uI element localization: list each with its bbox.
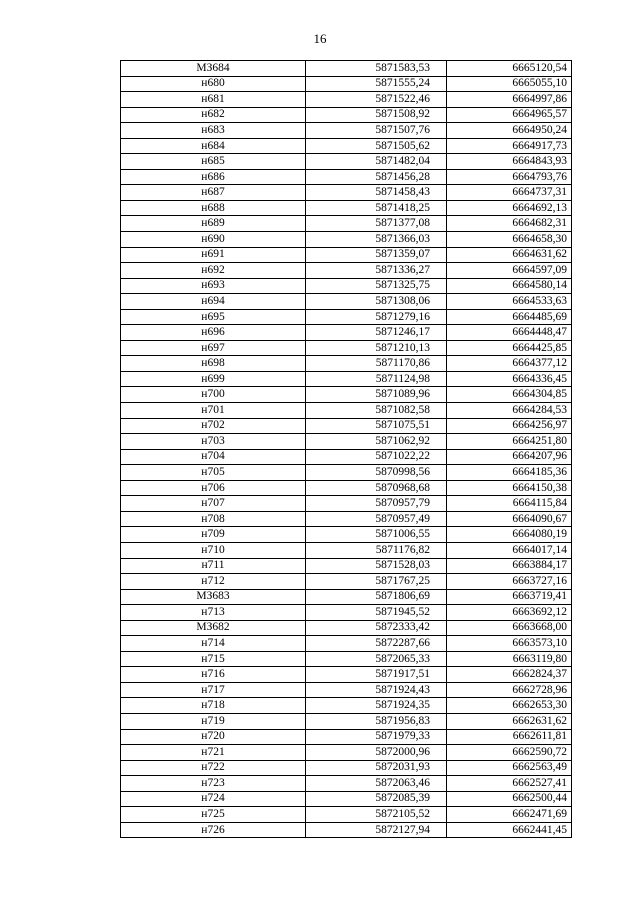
- x-coordinate-cell: 5872085,39: [306, 791, 447, 807]
- x-coordinate-cell: 5872127,94: [306, 822, 447, 838]
- point-id-cell: н711: [121, 558, 306, 574]
- x-coordinate-cell: 5871505,62: [306, 138, 447, 154]
- point-id-cell: н682: [121, 107, 306, 123]
- y-coordinate-cell: 6664580,14: [447, 278, 572, 294]
- x-coordinate-cell: 5871528,03: [306, 558, 447, 574]
- table-row: [121, 589, 572, 605]
- x-coordinate-cell: 5871176,82: [306, 542, 447, 558]
- x-coordinate-cell: 5872287,66: [306, 636, 447, 652]
- y-coordinate-cell: 6662500,44: [447, 791, 572, 807]
- y-coordinate-cell: 6662471,69: [447, 807, 572, 823]
- table-row: [121, 605, 572, 621]
- x-coordinate-cell: 5872031,93: [306, 760, 447, 776]
- x-coordinate-cell: 5871062,92: [306, 434, 447, 450]
- y-coordinate-cell: 6664737,31: [447, 185, 572, 201]
- table-row: [121, 791, 572, 807]
- point-id-cell: н713: [121, 605, 306, 621]
- table-row: [121, 92, 572, 108]
- x-coordinate-cell: 5871325,75: [306, 278, 447, 294]
- point-id-cell: н724: [121, 791, 306, 807]
- y-coordinate-cell: 6663727,16: [447, 574, 572, 590]
- x-coordinate-cell: 5871308,06: [306, 294, 447, 310]
- table-row: [121, 527, 572, 543]
- y-coordinate-cell: 6664793,76: [447, 169, 572, 185]
- point-id-cell: н693: [121, 278, 306, 294]
- point-id-cell: МЗ683: [121, 589, 306, 605]
- y-coordinate-cell: 6664284,53: [447, 403, 572, 419]
- x-coordinate-cell: 5871522,46: [306, 92, 447, 108]
- point-id-cell: н685: [121, 154, 306, 170]
- y-coordinate-cell: 6664425,85: [447, 340, 572, 356]
- table-row: [121, 107, 572, 123]
- page-number: 16: [313, 31, 327, 46]
- table-row: [121, 76, 572, 92]
- table-row: [121, 169, 572, 185]
- point-id-cell: н680: [121, 76, 306, 92]
- x-coordinate-cell: 5871508,92: [306, 107, 447, 123]
- point-id-cell: н726: [121, 822, 306, 838]
- y-coordinate-cell: 6664631,62: [447, 247, 572, 263]
- x-coordinate-cell: 5872063,46: [306, 776, 447, 792]
- point-id-cell: н699: [121, 371, 306, 387]
- x-coordinate-cell: 5871022,22: [306, 449, 447, 465]
- table-row: [121, 558, 572, 574]
- point-id-cell: МЗ682: [121, 620, 306, 636]
- point-id-cell: н690: [121, 232, 306, 248]
- point-id-cell: н704: [121, 449, 306, 465]
- table-row: [121, 232, 572, 248]
- x-coordinate-cell: 5871456,28: [306, 169, 447, 185]
- coordinates-table-body: [121, 61, 572, 838]
- x-coordinate-cell: 5871806,69: [306, 589, 447, 605]
- x-coordinate-cell: 5871979,33: [306, 729, 447, 745]
- y-coordinate-cell: 6663884,17: [447, 558, 572, 574]
- y-coordinate-cell: 6664448,47: [447, 325, 572, 341]
- y-coordinate-cell: 6664597,09: [447, 263, 572, 279]
- coordinates-table: [120, 60, 572, 838]
- point-id-cell: н723: [121, 776, 306, 792]
- y-coordinate-cell: 6664256,97: [447, 418, 572, 434]
- x-coordinate-cell: 5871418,25: [306, 200, 447, 216]
- table-row: [121, 278, 572, 294]
- y-coordinate-cell: 6662527,41: [447, 776, 572, 792]
- y-coordinate-cell: 6663119,80: [447, 651, 572, 667]
- table-row: [121, 138, 572, 154]
- y-coordinate-cell: 6662441,45: [447, 822, 572, 838]
- x-coordinate-cell: 5871507,76: [306, 123, 447, 139]
- table-row: [121, 574, 572, 590]
- y-coordinate-cell: 6664950,24: [447, 123, 572, 139]
- point-id-cell: н687: [121, 185, 306, 201]
- point-id-cell: н707: [121, 496, 306, 512]
- point-id-cell: н721: [121, 745, 306, 761]
- y-coordinate-cell: 6665055,10: [447, 76, 572, 92]
- table-row: [121, 822, 572, 838]
- x-coordinate-cell: 5871170,86: [306, 356, 447, 372]
- point-id-cell: н708: [121, 511, 306, 527]
- table-row: [121, 154, 572, 170]
- table-row: [121, 651, 572, 667]
- table-row: [121, 403, 572, 419]
- x-coordinate-cell: 5871767,25: [306, 574, 447, 590]
- point-id-cell: н698: [121, 356, 306, 372]
- point-id-cell: н694: [121, 294, 306, 310]
- x-coordinate-cell: 5872000,96: [306, 745, 447, 761]
- point-id-cell: н718: [121, 698, 306, 714]
- point-id-cell: н681: [121, 92, 306, 108]
- y-coordinate-cell: 6663668,00: [447, 620, 572, 636]
- x-coordinate-cell: 5871945,52: [306, 605, 447, 621]
- point-id-cell: н692: [121, 263, 306, 279]
- table-row: [121, 309, 572, 325]
- point-id-cell: н689: [121, 216, 306, 232]
- point-id-cell: н688: [121, 200, 306, 216]
- x-coordinate-cell: 5871924,35: [306, 698, 447, 714]
- point-id-cell: н695: [121, 309, 306, 325]
- point-id-cell: н714: [121, 636, 306, 652]
- table-row: [121, 185, 572, 201]
- point-id-cell: н722: [121, 760, 306, 776]
- table-row: [121, 636, 572, 652]
- point-id-cell: н705: [121, 465, 306, 481]
- y-coordinate-cell: 6664692,13: [447, 200, 572, 216]
- table-row: [121, 356, 572, 372]
- table-row: [121, 61, 572, 77]
- table-row: [121, 200, 572, 216]
- y-coordinate-cell: 6662590,72: [447, 745, 572, 761]
- point-id-cell: н712: [121, 574, 306, 590]
- x-coordinate-cell: 5871458,43: [306, 185, 447, 201]
- x-coordinate-cell: 5871366,03: [306, 232, 447, 248]
- x-coordinate-cell: 5871377,08: [306, 216, 447, 232]
- table-row: [121, 480, 572, 496]
- point-id-cell: н706: [121, 480, 306, 496]
- y-coordinate-cell: 6665120,54: [447, 61, 572, 77]
- y-coordinate-cell: 6664017,14: [447, 542, 572, 558]
- x-coordinate-cell: 5871359,07: [306, 247, 447, 263]
- table-row: [121, 123, 572, 139]
- x-coordinate-cell: 5872105,52: [306, 807, 447, 823]
- x-coordinate-cell: 5872333,42: [306, 620, 447, 636]
- table-row: [121, 418, 572, 434]
- x-coordinate-cell: 5871082,58: [306, 403, 447, 419]
- x-coordinate-cell: 5870957,79: [306, 496, 447, 512]
- point-id-cell: н717: [121, 682, 306, 698]
- y-coordinate-cell: 6664251,80: [447, 434, 572, 450]
- point-id-cell: н703: [121, 434, 306, 450]
- y-coordinate-cell: 6663573,10: [447, 636, 572, 652]
- table-row: [121, 325, 572, 341]
- table-row: [121, 511, 572, 527]
- x-coordinate-cell: 5871555,24: [306, 76, 447, 92]
- x-coordinate-cell: 5871336,27: [306, 263, 447, 279]
- y-coordinate-cell: 6664533,63: [447, 294, 572, 310]
- x-coordinate-cell: 5871006,55: [306, 527, 447, 543]
- table-row: [121, 698, 572, 714]
- x-coordinate-cell: 5870968,68: [306, 480, 447, 496]
- y-coordinate-cell: 6662824,37: [447, 667, 572, 683]
- y-coordinate-cell: 6662611,81: [447, 729, 572, 745]
- x-coordinate-cell: 5872065,33: [306, 651, 447, 667]
- y-coordinate-cell: 6664150,38: [447, 480, 572, 496]
- x-coordinate-cell: 5871924,43: [306, 682, 447, 698]
- y-coordinate-cell: 6664658,30: [447, 232, 572, 248]
- point-id-cell: н700: [121, 387, 306, 403]
- y-coordinate-cell: 6662563,49: [447, 760, 572, 776]
- table-row: [121, 713, 572, 729]
- x-coordinate-cell: 5870998,56: [306, 465, 447, 481]
- x-coordinate-cell: 5871917,51: [306, 667, 447, 683]
- point-id-cell: н716: [121, 667, 306, 683]
- table-row: [121, 542, 572, 558]
- x-coordinate-cell: 5871075,51: [306, 418, 447, 434]
- table-row: [121, 465, 572, 481]
- point-id-cell: н686: [121, 169, 306, 185]
- y-coordinate-cell: 6664843,93: [447, 154, 572, 170]
- table-row: [121, 620, 572, 636]
- x-coordinate-cell: 5871124,98: [306, 371, 447, 387]
- y-coordinate-cell: 6664917,73: [447, 138, 572, 154]
- y-coordinate-cell: 6664965,57: [447, 107, 572, 123]
- x-coordinate-cell: 5871210,13: [306, 340, 447, 356]
- point-id-cell: н715: [121, 651, 306, 667]
- table-row: [121, 371, 572, 387]
- table-row: [121, 263, 572, 279]
- table-row: [121, 294, 572, 310]
- table-row: [121, 807, 572, 823]
- x-coordinate-cell: 5871246,17: [306, 325, 447, 341]
- point-id-cell: н683: [121, 123, 306, 139]
- point-id-cell: н710: [121, 542, 306, 558]
- point-id-cell: н719: [121, 713, 306, 729]
- table-row: [121, 434, 572, 450]
- table-row: [121, 745, 572, 761]
- x-coordinate-cell: 5871279,16: [306, 309, 447, 325]
- table-row: [121, 682, 572, 698]
- x-coordinate-cell: 5871089,96: [306, 387, 447, 403]
- point-id-cell: н702: [121, 418, 306, 434]
- y-coordinate-cell: 6664207,96: [447, 449, 572, 465]
- y-coordinate-cell: 6664377,12: [447, 356, 572, 372]
- x-coordinate-cell: 5871583,53: [306, 61, 447, 77]
- point-id-cell: н696: [121, 325, 306, 341]
- y-coordinate-cell: 6663692,12: [447, 605, 572, 621]
- x-coordinate-cell: 5870957,49: [306, 511, 447, 527]
- y-coordinate-cell: 6662653,30: [447, 698, 572, 714]
- point-id-cell: н697: [121, 340, 306, 356]
- y-coordinate-cell: 6662728,96: [447, 682, 572, 698]
- x-coordinate-cell: 5871956,83: [306, 713, 447, 729]
- y-coordinate-cell: 6663719,41: [447, 589, 572, 605]
- table-row: [121, 216, 572, 232]
- y-coordinate-cell: 6662631,62: [447, 713, 572, 729]
- table-row: [121, 496, 572, 512]
- point-id-cell: н684: [121, 138, 306, 154]
- y-coordinate-cell: 6664185,36: [447, 465, 572, 481]
- point-id-cell: МЗ684: [121, 61, 306, 77]
- point-id-cell: н691: [121, 247, 306, 263]
- y-coordinate-cell: 6664115,84: [447, 496, 572, 512]
- y-coordinate-cell: 6664997,86: [447, 92, 572, 108]
- point-id-cell: н720: [121, 729, 306, 745]
- table-row: [121, 760, 572, 776]
- table-row: [121, 729, 572, 745]
- point-id-cell: н701: [121, 403, 306, 419]
- y-coordinate-cell: 6664304,85: [447, 387, 572, 403]
- point-id-cell: н709: [121, 527, 306, 543]
- y-coordinate-cell: 6664090,67: [447, 511, 572, 527]
- table-row: [121, 340, 572, 356]
- table-row: [121, 247, 572, 263]
- table-row: [121, 387, 572, 403]
- y-coordinate-cell: 6664485,69: [447, 309, 572, 325]
- table-row: [121, 776, 572, 792]
- x-coordinate-cell: 5871482,04: [306, 154, 447, 170]
- y-coordinate-cell: 6664682,31: [447, 216, 572, 232]
- y-coordinate-cell: 6664336,45: [447, 371, 572, 387]
- table-row: [121, 667, 572, 683]
- y-coordinate-cell: 6664080,19: [447, 527, 572, 543]
- table-row: [121, 449, 572, 465]
- point-id-cell: н725: [121, 807, 306, 823]
